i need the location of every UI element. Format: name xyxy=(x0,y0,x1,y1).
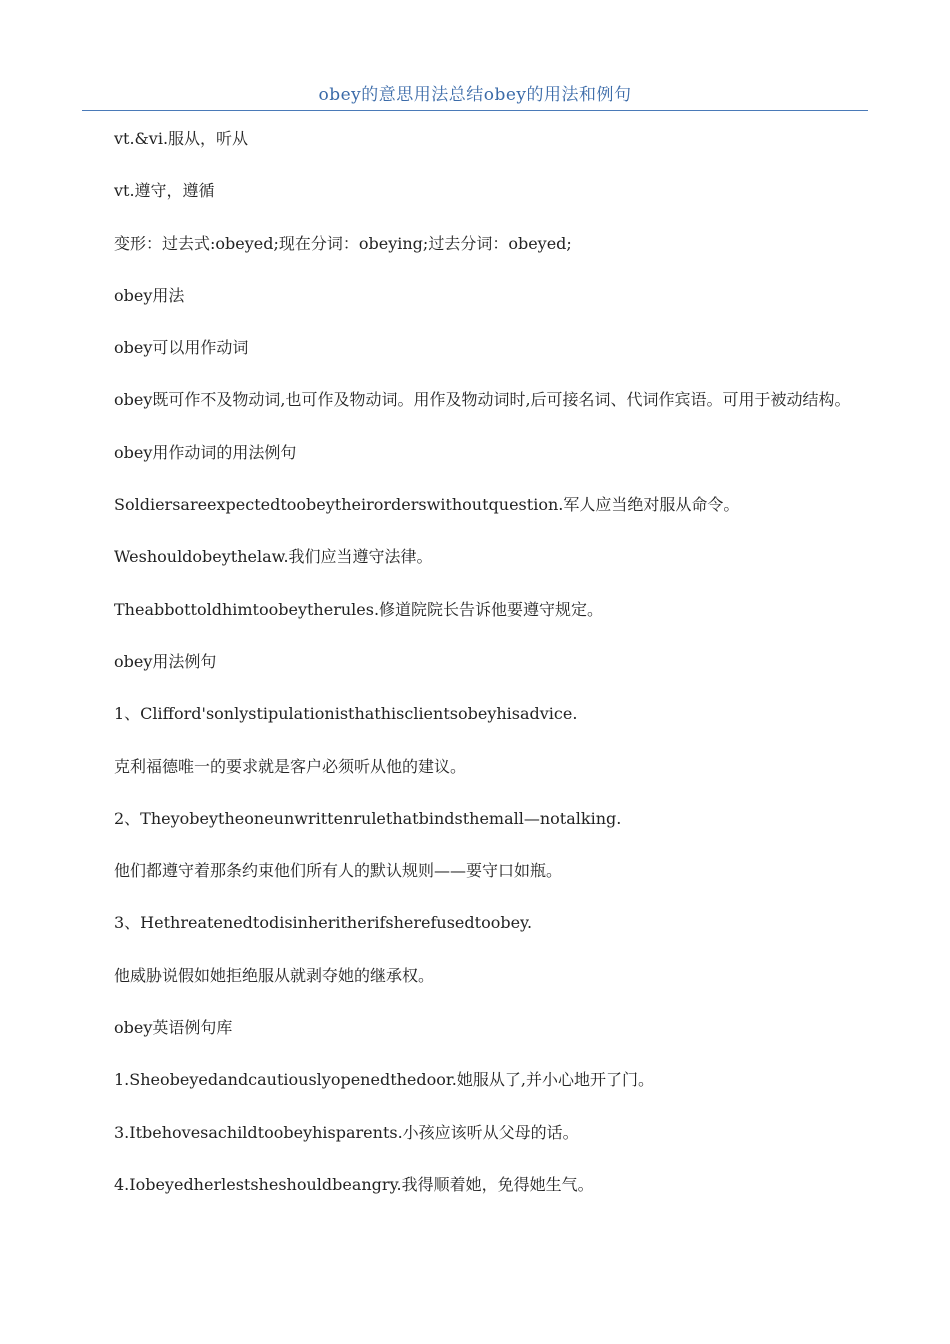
inflection-line: 变形：过去式:obeyed;现在分词：obeying;过去分词：obeyed; xyxy=(114,233,572,253)
section-heading: obey用法例句 xyxy=(114,651,217,671)
example-sentence: 4.Iobeyedherlestsheshouldbeangry.我得顺着她，免得她生气。 xyxy=(114,1174,594,1194)
section-heading: obey用作动词的用法例句 xyxy=(114,442,297,462)
example-translation: 克利福德唯一的要求就是客户必须听从他的建议。 xyxy=(114,756,467,776)
definition-line: vt.遵守，遵循 xyxy=(114,181,215,201)
example-sentence: 3.Itbehovesachildtoobeyhisparents.小孩应该听从父母的话。 xyxy=(114,1122,579,1142)
example-sentence: 2、Theyobeytheoneunwrittenrulethatbindsthemall—notalking. xyxy=(114,808,622,828)
example-sentence: 1、Clifford'sonlystipulationisthathisclientsobeyhisadvice. xyxy=(114,704,578,724)
section-heading: obey可以用作动词 xyxy=(114,338,249,358)
document-body xyxy=(82,124,868,1222)
example-sentence: Theabbottoldhimtoobeytherules.修道院院长告诉他要遵守规定。 xyxy=(114,599,604,619)
usage-paragraph: obey既可作不及物动词,也可作及物动词。用作及物动词时,后可接名词、代词作宾语。可用于被动结构。 xyxy=(114,390,851,410)
section-heading: obey英语例句库 xyxy=(114,1018,233,1038)
page-title: obey的意思用法总结obey的用法和例句 xyxy=(318,85,632,105)
example-translation: 他们都遵守着那条约束他们所有人的默认规则——要守口如瓶。 xyxy=(114,861,563,881)
example-sentence: Soldiersareexpectedtoobeytheirorderswithoutquestion.军人应当绝对服从命令。 xyxy=(114,495,740,515)
section-heading: obey用法 xyxy=(114,285,185,305)
example-sentence: Weshouldobeythelaw.我们应当遵守法律。 xyxy=(114,547,433,567)
example-sentence: 1.Sheobeyedandcautiouslyopenedthedoor.她服从了,并小心地开了门。 xyxy=(114,1070,654,1090)
example-sentence: 3、Hethreatenedtodisinheritherifsherefusedtoobey. xyxy=(114,913,533,933)
example-translation: 他威胁说假如她拒绝服从就剥夺她的继承权。 xyxy=(114,965,435,985)
definition-line: vt.&vi.服从，听从 xyxy=(114,129,249,148)
page-header xyxy=(82,84,868,111)
